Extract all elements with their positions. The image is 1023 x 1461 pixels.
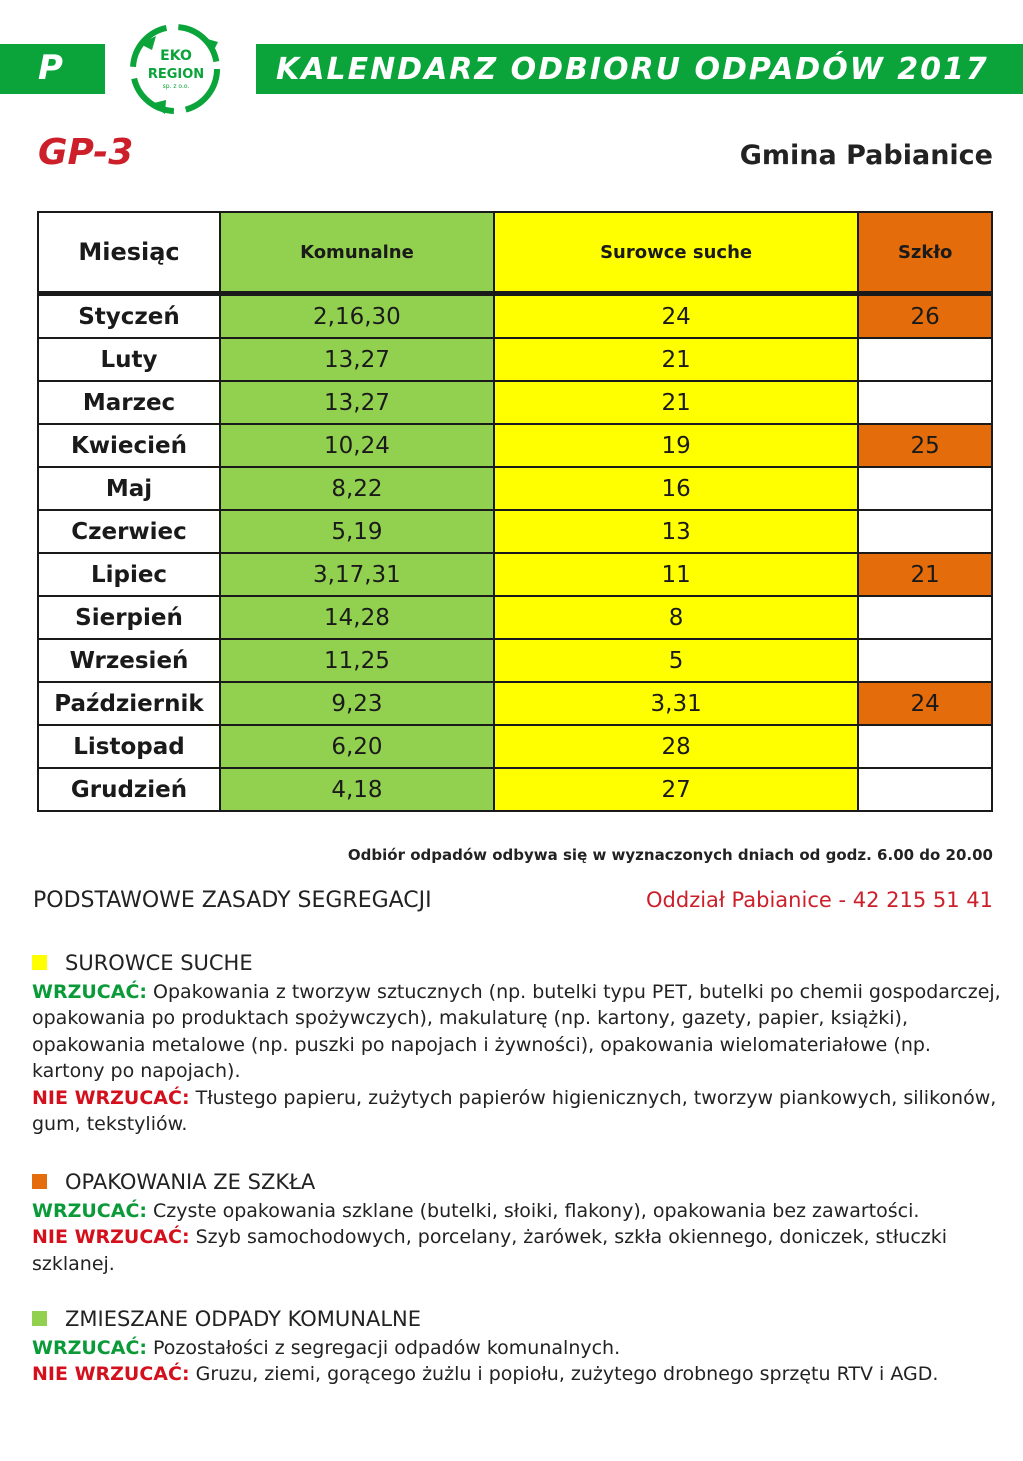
surowce-cell: 21 (494, 381, 858, 424)
out-label: NIE WRZUCAĆ: (32, 1226, 190, 1248)
szklo-cell: 24 (858, 682, 992, 725)
komunalne-cell: 13,27 (220, 338, 494, 381)
orange-square-icon (32, 1174, 47, 1189)
month-cell: Lipiec (38, 553, 220, 596)
szklo-cell (858, 596, 992, 639)
szklo-cell: 26 (858, 294, 992, 339)
month-cell: Marzec (38, 381, 220, 424)
komunalne-cell: 2,16,30 (220, 294, 494, 339)
out-text: Tłustego papieru, zużytych papierów higienicznych, tworzyw piankowych, silikonów, gum, tekstyliów. (32, 1086, 997, 1135)
month-cell: Wrzesień (38, 639, 220, 682)
table-row (38, 381, 992, 424)
branch-contact: Oddział Pabianice - 42 215 51 41 (646, 888, 993, 912)
out-label: NIE WRZUCAĆ: (32, 1086, 190, 1109)
month-cell: Luty (38, 338, 220, 381)
month-cell: Grudzień (38, 768, 220, 811)
komunalne-cell: 9,23 (220, 682, 494, 725)
table-row (38, 725, 992, 768)
out-label: NIE WRZUCAĆ: (32, 1363, 190, 1385)
header-surowce: Surowce suche (494, 212, 858, 294)
table-row (38, 639, 992, 682)
header-letter: P (38, 48, 63, 88)
table-row (38, 553, 992, 596)
month-cell: Maj (38, 467, 220, 510)
surowce-cell: 24 (494, 294, 858, 339)
header-month: Miesiąc (38, 212, 220, 294)
header-title-bar (256, 44, 1023, 94)
table-row (38, 294, 992, 339)
szklo-cell: 21 (858, 553, 992, 596)
komunalne-cell: 6,20 (220, 725, 494, 768)
in-label: WRZUCAĆ: (32, 980, 147, 1003)
month-cell: Kwiecień (38, 424, 220, 467)
rules-section-title: PODSTAWOWE ZASADY SEGREGACJI (33, 888, 432, 913)
in-label: WRZUCAĆ: (32, 1199, 147, 1222)
out-text: Szyb samochodowych, porcelany, żarówek, szkła okiennego, doniczek, stłuczki szklanej. (32, 1226, 948, 1275)
rule-komunalne (32, 1306, 1002, 1388)
komunalne-cell: 8,22 (220, 467, 494, 510)
surowce-cell: 28 (494, 725, 858, 768)
in-text: Pozostałości z segregacji odpadów komunalnych. (146, 1336, 621, 1359)
table-row (38, 338, 992, 381)
komunalne-cell: 13,27 (220, 381, 494, 424)
komunalne-cell: 5,19 (220, 510, 494, 553)
table-row (38, 768, 992, 811)
rule-szklo (32, 1169, 1002, 1277)
in-text: Opakowania z tworzyw sztucznych (np. butelki typu PET, butelki po chemii gospodarczej, opakowania po produktach spożywczych), makulaturę (np. kartony, gazety, papier, książki), opakowania metalowe (np. puszki po napojach i żywności), opakowania wielomateriałowe (np. kartony po napojach). (32, 980, 1001, 1082)
header-letter-box (0, 44, 105, 94)
komunalne-cell: 11,25 (220, 639, 494, 682)
rule-surowce (32, 950, 1002, 1138)
surowce-cell: 5 (494, 639, 858, 682)
page-title: KALENDARZ ODBIORU ODPADÓW 2017 (276, 52, 989, 87)
komunalne-cell: 10,24 (220, 424, 494, 467)
surowce-cell: 8 (494, 596, 858, 639)
table-row (38, 682, 992, 725)
eko-region-logo (120, 14, 230, 124)
yellow-square-icon (32, 955, 47, 970)
szklo-cell (858, 725, 992, 768)
szklo-cell (858, 467, 992, 510)
table-row (38, 424, 992, 467)
in-label: WRZUCAĆ: (32, 1336, 147, 1359)
month-cell: Sierpień (38, 596, 220, 639)
collection-hours-note: Odbiór odpadów odbywa się w wyznaczonych dniach od godz. 6.00 do 20.00 (347, 846, 993, 864)
szklo-cell (858, 639, 992, 682)
surowce-cell: 3,31 (494, 682, 858, 725)
logo-text-region: REGION (147, 67, 205, 82)
table-row (38, 510, 992, 553)
komunalne-cell: 14,28 (220, 596, 494, 639)
szklo-cell (858, 381, 992, 424)
surowce-cell: 19 (494, 424, 858, 467)
in-text: Czyste opakowania szklane (butelki, słoiki, flakony), opakowania bez zawartości. (146, 1199, 920, 1222)
logo-text-eko: EKO (160, 48, 192, 64)
surowce-cell: 16 (494, 467, 858, 510)
municipality-name: Gmina Pabianice (739, 140, 993, 171)
month-cell: Listopad (38, 725, 220, 768)
rule-title-szklo: OPAKOWANIA ZE SZKŁA (65, 1170, 316, 1194)
komunalne-cell: 3,17,31 (220, 553, 494, 596)
rule-title-surowce: SUROWCE SUCHE (65, 951, 253, 975)
table-row (38, 467, 992, 510)
rule-title-komunalne: ZMIESZANE ODPADY KOMUNALNE (65, 1307, 422, 1331)
table-header-row (38, 212, 992, 294)
surowce-cell: 11 (494, 553, 858, 596)
table-row (38, 596, 992, 639)
month-cell: Styczeń (38, 294, 220, 339)
month-cell: Czerwiec (38, 510, 220, 553)
header-szklo: Szkło (858, 212, 992, 294)
szklo-cell (858, 338, 992, 381)
out-text: Gruzu, ziemi, gorącego żużlu i popiołu, zużytego drobnego sprzętu RTV i AGD. (189, 1363, 939, 1385)
collection-calendar-table (37, 211, 993, 812)
route-code: GP-3 (38, 132, 134, 173)
surowce-cell: 27 (494, 768, 858, 811)
surowce-cell: 13 (494, 510, 858, 553)
szklo-cell (858, 510, 992, 553)
month-cell: Październik (38, 682, 220, 725)
green-square-icon (32, 1311, 47, 1326)
szklo-cell (858, 768, 992, 811)
logo-text-company: sp. z o.o. (162, 83, 190, 90)
header-komunalne: Komunalne (220, 212, 494, 294)
surowce-cell: 21 (494, 338, 858, 381)
komunalne-cell: 4,18 (220, 768, 494, 811)
szklo-cell: 25 (858, 424, 992, 467)
